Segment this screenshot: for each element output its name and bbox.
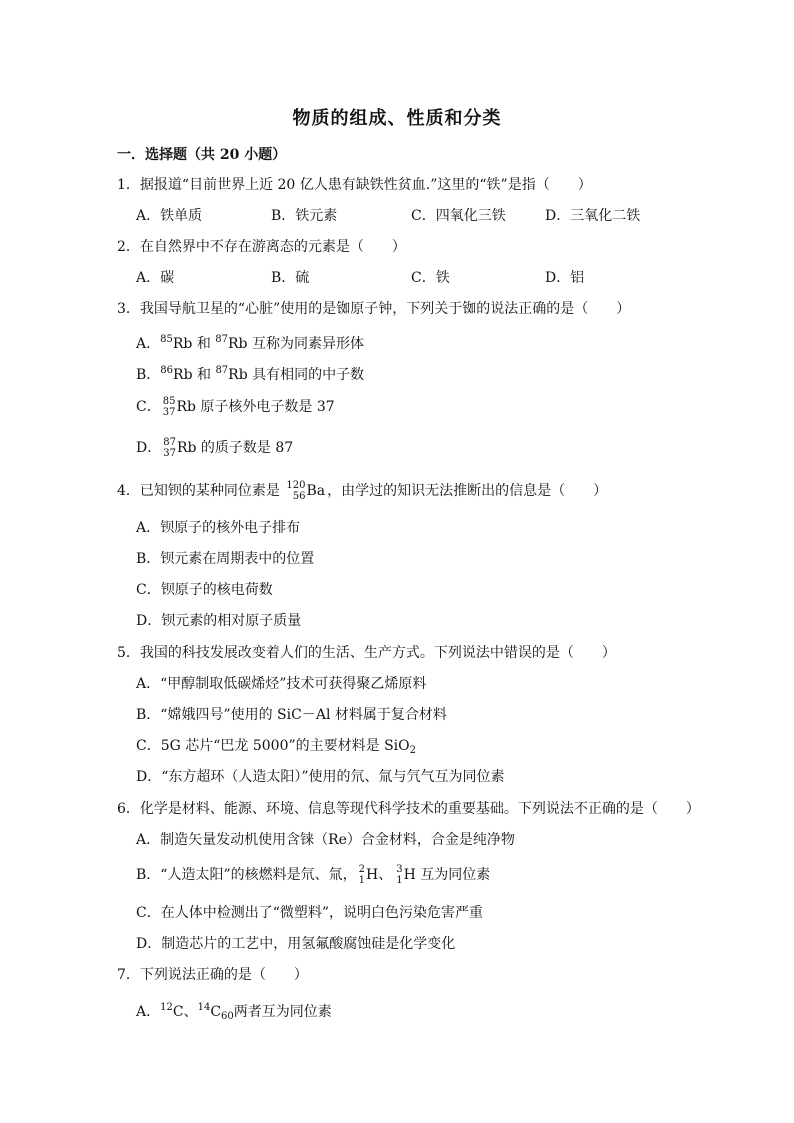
q6-option-c[interactable]: C．在人体中检测出了“微塑料”，说明白色污染危害严重	[136, 905, 484, 921]
section-heading: 一．选择题（共 20 小题）	[117, 147, 287, 163]
q5-option-b[interactable]: B．“嫦娥四号”使用的 SiC－Al 材料属于复合材料	[136, 707, 447, 723]
question-6-stem: 6．化学是材料、能源、环境、信息等现代科学技术的重要基础。下列说法不正确的是（ ）	[117, 801, 700, 817]
q3-option-c[interactable]	[136, 396, 337, 418]
option-text: Rb 和	[173, 367, 216, 383]
option-text: C．5G 芯片“巴龙 5000”的主要材料是 SiO	[136, 738, 410, 754]
option-text: C、	[172, 1004, 198, 1020]
q6-option-b[interactable]	[136, 864, 492, 886]
option-text: H 互为同位素	[403, 867, 491, 883]
option-letter: A．	[136, 1004, 161, 1020]
page-title: 物质的组成、性质和分类	[292, 108, 502, 129]
q7-option-a[interactable]	[136, 999, 332, 1026]
question-1-stem: 1．据报道“目前世界上近 20 亿人患有缺铁性贫血.”这里的“铁”是指（ ）	[117, 177, 592, 193]
q1-option-c[interactable]: C．四氧化三铁	[411, 208, 506, 224]
element-symbol: Ba	[306, 483, 326, 499]
nuclide-notation	[396, 864, 490, 886]
subscript: 2	[409, 745, 417, 756]
question-5-stem: 5．我国的科技发展改变着人们的生活、生产方式。下列说法中错误的是（ ）	[117, 645, 616, 661]
option-text: Rb 互称为同素异形体	[228, 336, 364, 352]
mass-number: 86	[160, 365, 174, 376]
q2-option-a[interactable]: A．碳	[136, 270, 175, 286]
q6-option-a[interactable]: A．制造矢量发动机使用含铼（Re）合金材料，合金是纯净物	[136, 832, 515, 848]
mass-number: 120	[286, 480, 306, 491]
q4-option-c[interactable]: C．钡原子的核电荷数	[136, 582, 273, 598]
q4-option-d[interactable]: D．钡元素的相对原子质量	[136, 613, 302, 629]
atomic-number: 1	[358, 875, 365, 886]
nuclide-notation	[286, 480, 325, 502]
option-text: C	[210, 1004, 222, 1020]
q3-option-d[interactable]	[136, 437, 295, 459]
subscript: 60	[221, 1011, 234, 1022]
mass-number: 2	[358, 864, 365, 875]
atomic-number: 37	[163, 448, 176, 459]
stem-text: 4．已知钡的某种同位素是	[117, 483, 285, 499]
q1-option-d[interactable]: D．三氧化二铁	[545, 208, 641, 224]
q1-option-b[interactable]: B．铁元素	[271, 208, 338, 224]
q1-option-a[interactable]: A．铁单质	[136, 208, 203, 224]
option-text: Rb 具有相同的中子数	[228, 367, 365, 383]
question-2-stem: 2．在自然界中不存在游离态的元素是（ ）	[117, 239, 406, 255]
question-4-stem	[117, 480, 607, 502]
q5-option-c[interactable]	[136, 737, 416, 760]
mass-number: 12	[160, 1002, 173, 1013]
option-letter: B．	[136, 367, 161, 383]
atomic-number: 56	[292, 491, 306, 502]
q3-option-a[interactable]	[136, 331, 364, 353]
mass-number: 85	[160, 334, 173, 345]
option-letter: A．	[136, 336, 161, 352]
atomic-number: 1	[396, 875, 403, 886]
q5-option-a[interactable]: A．“甲醇制取低碳烯烃”技术可获得聚乙烯原料	[136, 676, 427, 692]
question-3-stem: 3．我国导航卫星的“心脏”使用的是铷原子钟，下列关于铷的说法正确的是（ ）	[117, 301, 631, 317]
option-text: Rb 和	[172, 336, 216, 352]
mass-number: 3	[396, 864, 403, 875]
option-text: 两者互为同位素	[233, 1004, 332, 1020]
option-text: B．“人造太阳”的核燃料是氘、氚，	[136, 867, 357, 883]
option-letter: C．	[136, 399, 161, 415]
mass-number: 87	[215, 365, 229, 376]
mass-number: 87	[215, 334, 228, 345]
option-text: Rb 原子核外电子数是 37	[176, 399, 335, 415]
q2-option-d[interactable]: D．铝	[545, 270, 585, 286]
atomic-number: 37	[162, 407, 176, 418]
option-text: Rb 的质子数是 87	[176, 440, 294, 456]
stem-text: ，由学过的知识无法推断出的信息是（ ）	[327, 483, 608, 499]
mass-number: 85	[162, 396, 176, 407]
nuclide-notation	[163, 437, 293, 459]
option-letter: D．	[136, 440, 162, 456]
mass-number: 87	[163, 437, 176, 448]
q3-option-b[interactable]	[136, 362, 364, 384]
nuclide-notation	[163, 396, 335, 418]
q5-option-d[interactable]: D．“东方超环（人造太阳）”使用的氘、氚与氕气互为同位素	[136, 769, 505, 785]
mass-number: 14	[197, 1002, 211, 1013]
option-text: H、	[365, 867, 393, 883]
q2-option-b[interactable]: B．硫	[271, 270, 310, 286]
q2-option-c[interactable]: C．铁	[411, 270, 450, 286]
nuclide-notation	[359, 864, 393, 886]
question-7-stem: 7．下列说法正确的是（ ）	[117, 967, 308, 983]
q4-option-b[interactable]: B．钡元素在周期表中的位置	[136, 551, 315, 567]
q4-option-a[interactable]: A．钡原子的核外电子排布	[136, 520, 301, 536]
q6-option-d[interactable]: D．制造芯片的工艺中，用氢氟酸腐蚀硅是化学变化	[136, 936, 456, 952]
